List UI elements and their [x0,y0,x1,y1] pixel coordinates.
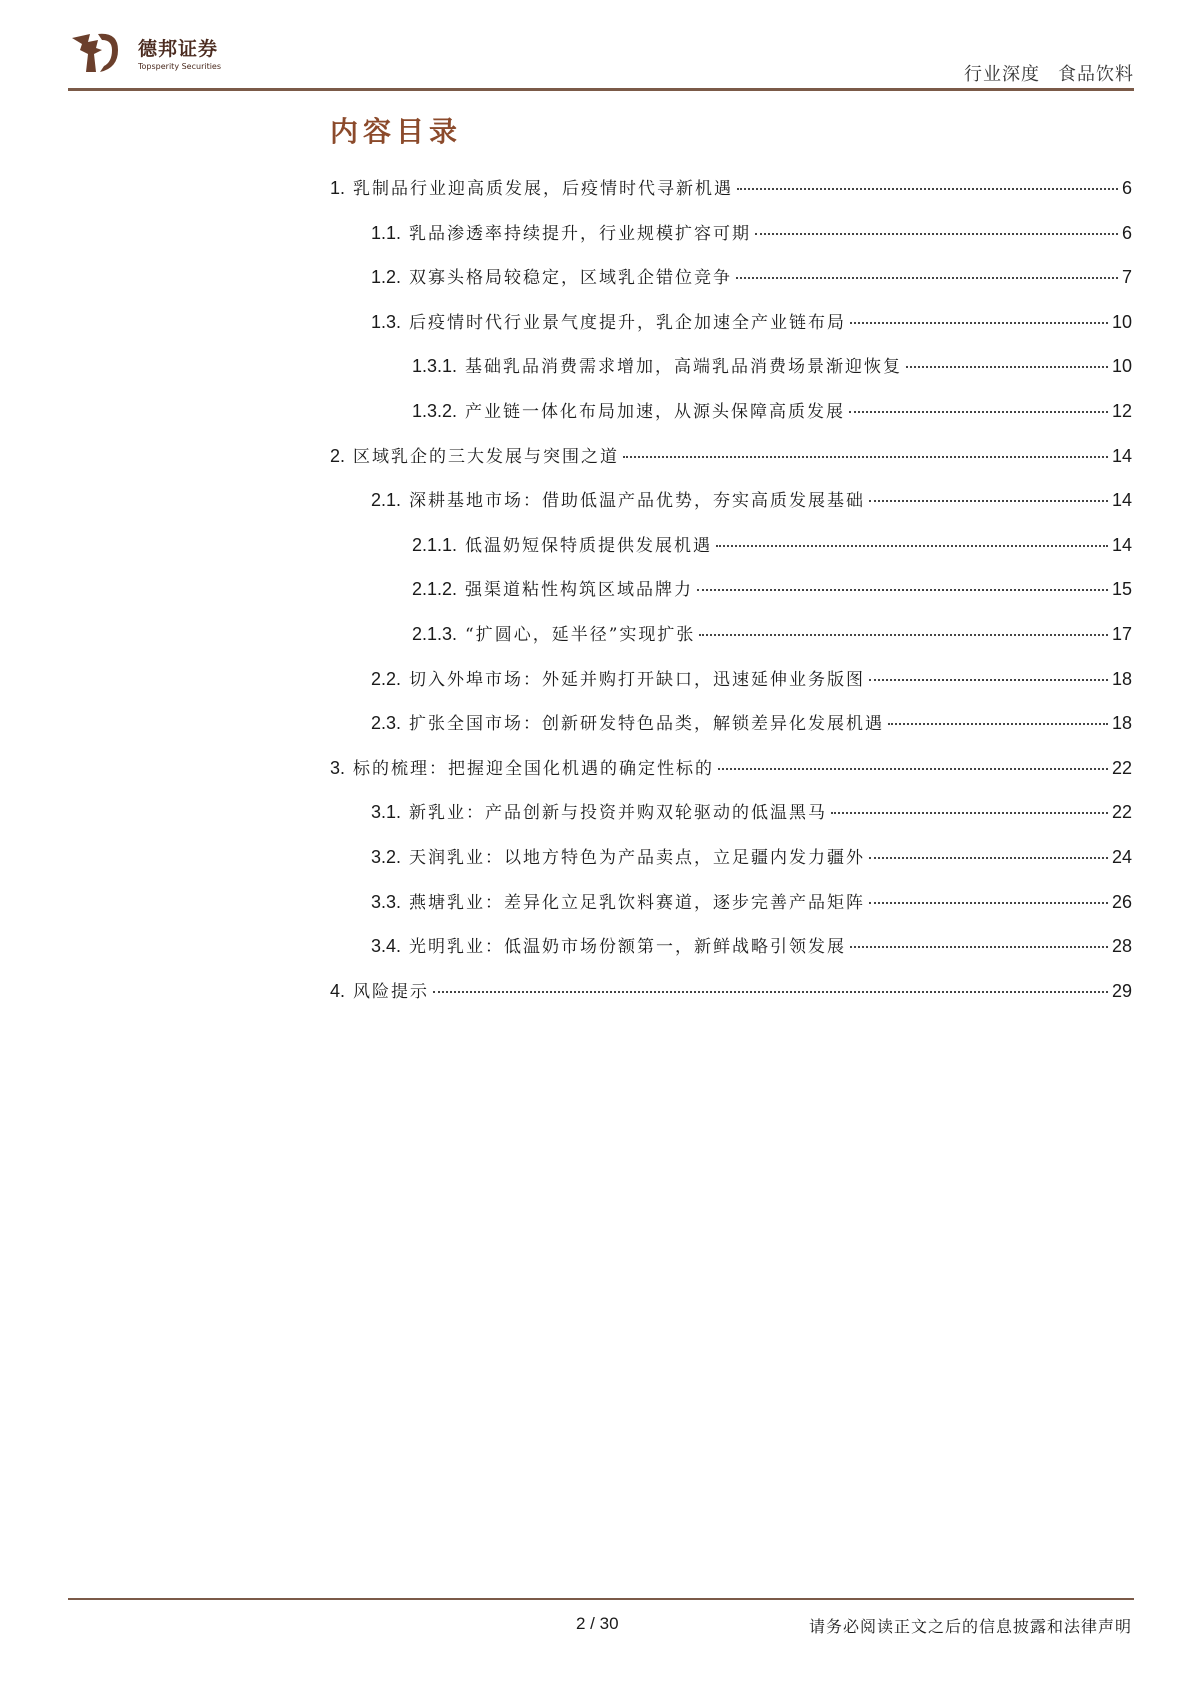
toc-entry-page: 14 [1111,490,1132,511]
toc-entry-number: 1.2. [371,267,402,288]
toc-entry-number: 3.4. [371,936,402,957]
company-name-en: Topsperity Securities [138,62,222,71]
toc-entry[interactable] [371,709,1132,737]
toc-entry[interactable] [371,263,1132,291]
toc-entry-number: 2. [330,445,346,466]
toc-entry-page: 24 [1111,847,1132,867]
toc-dot-leader [888,723,1108,725]
page-indicator: 2 / 30 [576,1614,619,1633]
toc-dot-leader [755,233,1118,235]
toc-dot-leader [716,545,1108,547]
toc-dot-leader [850,946,1108,948]
toc-entry-number: 1.3. [371,311,402,332]
toc-entry-title: 燕塘乳业：差异化立足乳饮料赛道，逐步完善产品矩阵 [409,892,866,913]
toc-entry-number: 1. [330,178,346,198]
toc-dot-leader [433,991,1108,993]
toc-entry-number: 3.3. [371,891,402,912]
toc-entry-number: 2.1.2. [412,579,458,600]
toc-dot-leader [850,322,1108,324]
toc-entry[interactable] [412,352,1132,380]
toc-dot-leader [736,277,1118,279]
toc-entry[interactable] [330,174,1132,202]
toc-entry[interactable] [371,888,1132,916]
toc-entry-number: 2.2. [371,668,402,689]
toc-dot-leader [831,812,1108,814]
toc-entry[interactable] [371,219,1132,247]
report-category [946,60,1134,86]
toc-entry-title: 切入外埠市场：外延并购打开缺口，迅速延伸业务版图 [409,669,866,690]
toc-entry[interactable] [371,486,1132,514]
toc-entry-page: 14 [1111,534,1132,555]
toc-dot-leader [699,634,1108,636]
toc-dot-leader [697,589,1108,591]
toc-entry-page: 26 [1111,891,1132,912]
toc-entry-title: 标的梳理：把握迎全国化机遇的确定性标的 [353,758,715,779]
toc-entry[interactable] [330,977,1132,1005]
toc-entry-title: 双寡头格局较稳定，区域乳企错位竞争 [409,268,733,289]
toc-entry-title: 后疫情时代行业景气度提升，乳企加速全产业链布局 [409,312,847,333]
toc-entry-number: 2.1. [371,490,402,511]
legal-disclaimer: 请务必阅读正文之后的信息披露和法律声明 [808,1617,1132,1636]
toc-dot-leader [623,456,1108,458]
toc-entry-number: 2.1.1. [412,534,458,555]
toc-entry-page: 28 [1111,936,1132,957]
page-header [68,20,1134,92]
toc-entry-page: 14 [1111,445,1132,466]
toc-entry[interactable] [371,308,1132,336]
toc-entry-number: 2.3. [371,713,402,734]
logo-mark-icon [68,28,122,78]
toc-entry[interactable] [412,575,1132,603]
toc-entry-page: 6 [1121,178,1132,198]
toc-entry-page: 22 [1111,802,1132,823]
toc-entry-number: 3.1. [371,802,402,823]
toc-entry-page: 22 [1111,757,1132,778]
company-name-cn: 德邦证券 [138,38,219,60]
toc-entry-number: 1.1. [371,222,402,243]
toc-dot-leader [869,857,1108,859]
toc-entry-title: 风险提示 [353,981,430,1002]
toc-entry[interactable] [412,531,1132,559]
header-divider [68,88,1134,91]
toc-entry-page: 29 [1111,980,1132,1001]
toc-entry-page: 17 [1111,624,1132,644]
toc-entry-title: 乳制品行业迎高质发展，后疫情时代寻新机遇 [353,179,734,199]
toc-entry-number: 2.1.3. [412,624,458,644]
toc-entry[interactable] [371,843,1132,871]
toc-entry-number: 4. [330,980,346,1001]
toc-entry-number: 1.3.2. [412,401,458,421]
toc-entry-page: 10 [1111,311,1132,332]
toc-entry-title: 光明乳业：低温奶市场份额第一，新鲜战略引领发展 [409,937,847,958]
toc-dot-leader [869,679,1108,681]
toc-entry-page: 12 [1111,401,1132,421]
toc-entry-title: 低温奶短保特质提供发展机遇 [465,535,713,556]
industry-label: 食品饮料 [1058,64,1134,85]
toc-entry-page: 15 [1111,579,1132,600]
toc-entry-title: 基础乳品消费需求增加，高端乳品消费场景渐迎恢复 [465,357,903,378]
toc-entry[interactable] [330,754,1132,782]
toc-entry[interactable] [412,620,1132,648]
toc-entry[interactable] [412,397,1132,425]
company-logo [68,28,248,78]
toc-dot-leader [737,188,1118,190]
toc-entry[interactable] [371,798,1132,826]
toc-entry-title: 产业链一体化布局加速，从源头保障高质发展 [465,402,846,422]
report-type: 行业深度 [964,64,1040,85]
toc-entry-page: 18 [1111,713,1132,734]
toc-entry-page: 7 [1121,267,1132,288]
toc-entry-number: 1.3.1. [412,356,458,377]
toc-entry-title: 扩张全国市场：创新研发特色品类，解锁差异化发展机遇 [409,714,885,735]
toc-entry-title: 天润乳业：以地方特色为产品卖点，立足疆内发力疆外 [409,848,866,868]
footer-divider [68,1598,1134,1600]
toc-entry[interactable] [371,932,1132,960]
toc-entry-title: 强渠道粘性构筑区域品牌力 [465,580,694,601]
toc-dot-leader [869,902,1108,904]
toc-entry[interactable] [371,665,1132,693]
toc-entry-title: “扩圆心，延半径”实现扩张 [465,625,696,645]
toc-entry-number: 3. [330,757,346,778]
toc-dot-leader [869,500,1108,502]
toc-entry-page: 18 [1111,668,1132,689]
toc-entry-title: 深耕基地市场：借助低温产品优势，夯实高质发展基础 [409,491,866,512]
toc-entry-title: 区域乳企的三大发展与突围之道 [353,446,620,467]
toc-dot-leader [718,768,1108,770]
toc-entry-page: 6 [1121,222,1132,243]
toc-dot-leader [906,366,1108,368]
toc-entry[interactable] [330,442,1132,470]
toc-entry-number: 3.2. [371,847,402,867]
toc-dot-leader [849,411,1108,413]
toc-entry-title: 乳品渗透率持续提升，行业规模扩容可期 [409,223,752,244]
toc-entry-title: 新乳业：产品创新与投资并购双轮驱动的低温黑马 [409,803,828,824]
toc-title: 内容目录 [330,115,463,148]
toc-entry-page: 10 [1111,356,1132,377]
